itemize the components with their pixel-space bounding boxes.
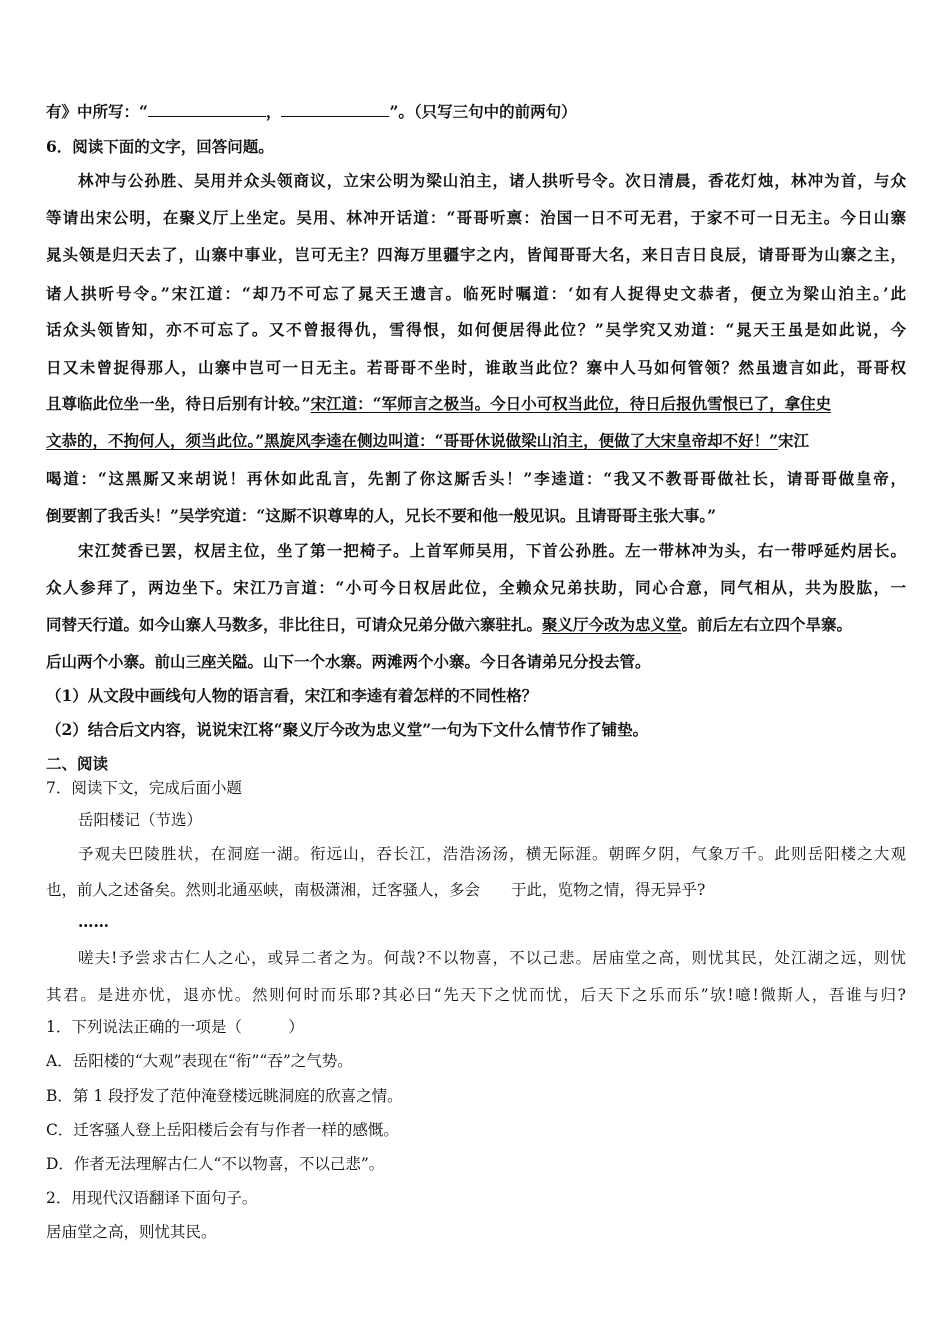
q7-title: 7．阅读下文，完成后面小题 <box>46 779 242 797</box>
answer-blank-2[interactable] <box>281 102 389 117</box>
q6-p2-line3-rest: 。前后左右立四个旱寨。 <box>681 615 853 634</box>
q6-p2-line: 众人参拜了，两边坐下。宋江乃言道：“小可今日权居此位，全赖众兄弟扶助，同心合意，同气相从，共为股肱，一 <box>46 578 906 597</box>
q5-sep: ， <box>265 102 282 121</box>
q5-prefix: 有》中所写：“ <box>46 102 148 121</box>
passage-line: 其君。是进亦忧，退亦忧。然则何时而乐耶?其必曰“先天下之忧而忧，后天下之乐而乐”欤!噫!微斯人，吾谁与归? <box>46 986 906 1004</box>
q6-title: 6．阅读下面的文字，回答问题。 <box>46 137 274 156</box>
option-b: B．第 1 段抒发了范仲淹登楼远眺洞庭的欣喜之情。 <box>46 1087 403 1105</box>
q5-tail-line <box>46 102 906 122</box>
q6-p1-line: 日又未曾捉得那人，山寨中岂可一日无主。若哥哥不坐时，谁敢当此位？寨中人马如何管领？然虽遗言如此，哥哥权 <box>46 358 906 377</box>
q6-p1-line <box>46 431 906 451</box>
underlined-sentence: 文恭的，不拘何人，须当此位。”黑旋风李逵在侧边叫道：“哥哥休说做梁山泊主，便做了大宋皇帝却不好！” <box>46 431 779 450</box>
q6-p2-line <box>46 615 906 635</box>
option-d: D．作者无法理解古仁人“不以物喜，不以己悲”。 <box>46 1155 385 1173</box>
q6-p1-line: 诸人拱听号令。”宋江道：“却乃不可忘了晁天王遗言。临死时嘱道：‘如有人捉得史文恭者，便立为梁山泊主。’此 <box>46 284 906 303</box>
q6-p2-line: 后山两个小寨。前山三座关隘。山下一个水寨。两滩两个小寨。今日各请弟兄分投去管。 <box>46 652 651 671</box>
q6-p1-line: 倒要割了我舌头！”吴学究道：“这厮不识尊卑的人，兄长不要和他一般见识。且请哥哥主张大事。” <box>46 506 716 525</box>
q6-p1-line: 林冲与公孙胜、吴用并众头领商议，立宋公明为梁山泊主，诸人拱听号令。次日清晨，香花灯烛，林冲为首，与众 <box>78 171 906 190</box>
q6-p1-line: 话众头领皆知，亦不可忘了。又不曾报得仇，雪得恨，如何便居得此位？”吴学究又劝道：“晁天王虽是如此说，今 <box>46 320 906 339</box>
underlined-phrase: 聚义厅今改为忠义堂 <box>542 615 682 634</box>
passage-ellipsis: …… <box>78 912 109 931</box>
q6-p1-line8-rest: 宋江 <box>778 431 810 450</box>
answer-blank-1[interactable] <box>148 102 266 117</box>
q6-p2-line3-plain: 同替天行道。如今山寨人马数多，非比往日，可请众兄弟分做六寨驻扎。 <box>46 615 543 634</box>
translation-sentence: 居庙堂之高，则忧其民。 <box>46 1223 217 1241</box>
q6-p1-line7-plain: 且尊临此位坐一坐，待日后别有计较。” <box>46 394 311 413</box>
q5-suffix: ”。（只写三句中的前两句） <box>389 102 577 121</box>
passage-title: 岳阳楼记（节选） <box>78 811 203 829</box>
passage-line: 也，前人之述备矣。然则北通巫峡，南极潇湘，迁客骚人，多会 于此，览物之情，得无异乎? <box>46 881 706 899</box>
underlined-sentence: 宋江道：“军师言之极当。今日小可权当此位，待日后报仇雪恨已了，拿住史 <box>310 394 832 413</box>
passage-line: 予观夫巴陵胜状，在洞庭一湖。衔远山，吞长江，浩浩汤汤，横无际涯。朝晖夕阴，气象万千。此则岳阳楼之大观 <box>78 845 906 863</box>
q6-sub-question-2: （2）结合后文内容，说说宋江将“聚义厅今改为忠义堂”一句为下文什么情节作了铺垫。 <box>46 720 649 739</box>
option-a: A．岳阳楼的“大观”表现在“衔”“吞”之气势。 <box>46 1052 353 1070</box>
q6-p1-line: 晁头领是归天去了，山寨中事业，岂可无主？四海万里疆宇之内，皆闻哥哥大名，来日吉日良辰，请哥哥为山寨之主， <box>46 245 906 264</box>
q6-p1-line: 等请出宋公明，在聚义厅上坐定。吴用、林冲开话道：“哥哥听禀：治国一日不可无君，于家不可一日无主。今日山寨 <box>46 208 906 227</box>
passage-line: 嗟夫!予尝求古仁人之心，或异二者之为。何哉?不以物喜，不以己悲。居庙堂之高，则忧其民，处江湖之远，则忧 <box>78 949 906 967</box>
q6-p2-line: 宋江焚香已罢，权居主位，坐了第一把椅子。上首军师吴用，下首公孙胜。左一带林冲为头，右一带呼延灼居长。 <box>78 541 906 560</box>
q6-sub-question-1: （1）从文段中画线句人物的语言看，宋江和李逵有着怎样的不同性格？ <box>46 686 538 705</box>
option-c: C．迁客骚人登上岳阳楼后会有与作者一样的感慨。 <box>46 1121 399 1139</box>
q6-p1-line: 喝道：“这黑厮又来胡说！再休如此乱言，先割了你这厮舌头！”李逵道：“我又不教哥哥做社长，请哥哥做皇帝， <box>46 469 906 488</box>
q7-question-2: 2．用现代汉语翻译下面句子。 <box>46 1189 258 1207</box>
q7-question-1: 1．下列说法正确的一项是（ ） <box>46 1018 304 1036</box>
q6-p1-line <box>46 394 906 414</box>
section-heading: 二、阅读 <box>46 754 109 773</box>
